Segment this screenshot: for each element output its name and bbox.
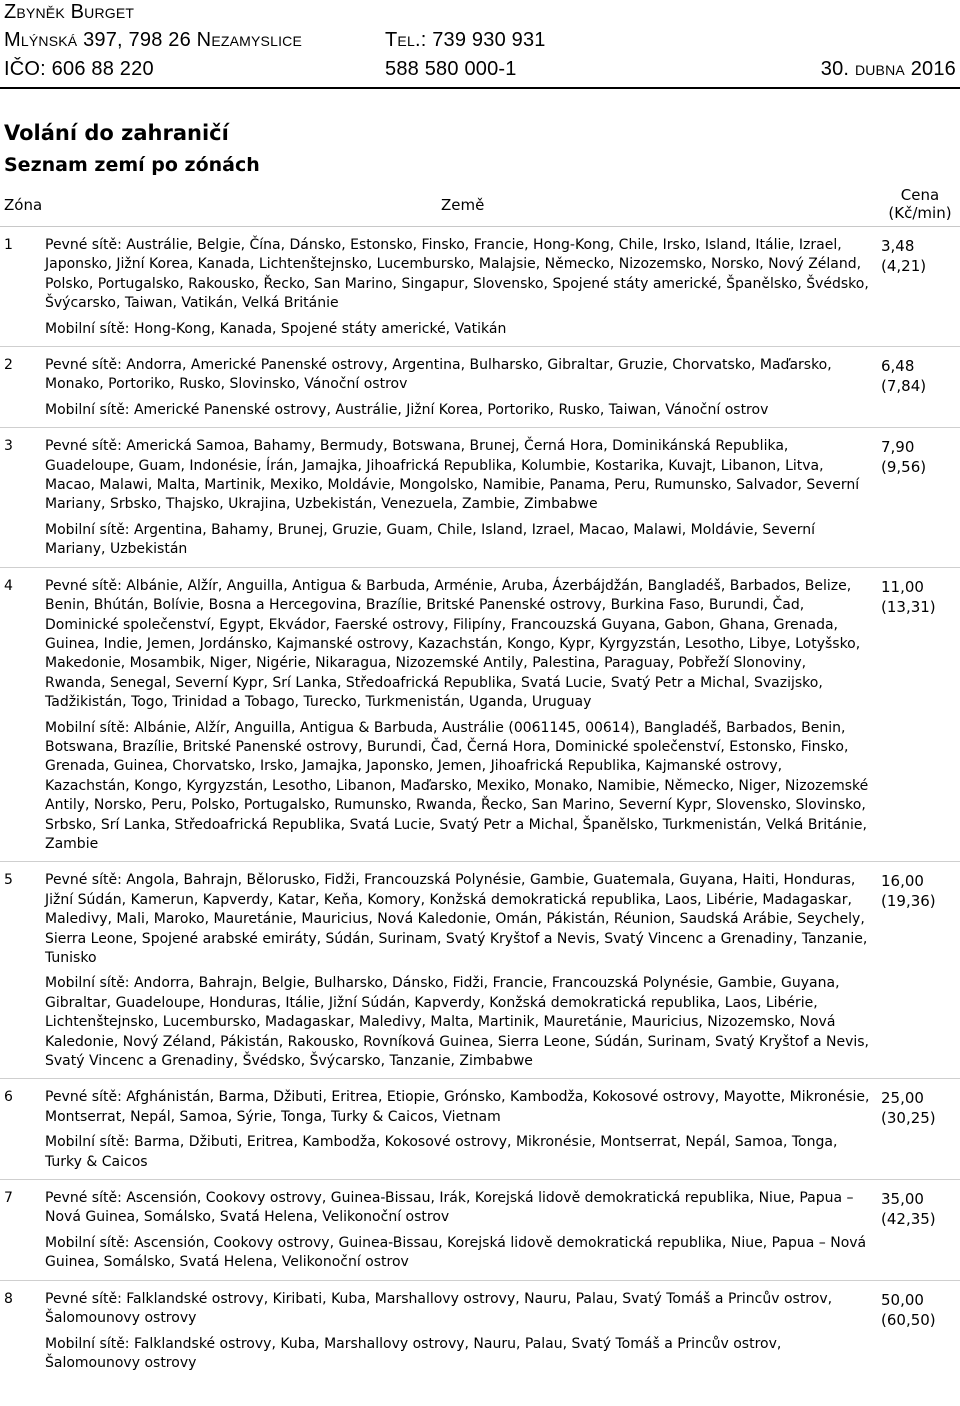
zone-countries <box>45 577 870 855</box>
zone-table <box>0 236 960 1373</box>
letterhead-date: 30. dubna 2016 <box>820 58 956 80</box>
zone-separator <box>0 1078 960 1079</box>
zone-price-value: 35,00 <box>881 1190 924 1209</box>
zone-price <box>881 1088 959 1128</box>
zone-price-value: 6,48 <box>881 357 915 376</box>
zone-price <box>881 437 959 477</box>
zone-row <box>0 1088 960 1172</box>
zone-countries <box>45 1088 870 1172</box>
column-header-zone: Zóna <box>4 196 43 214</box>
zone-price-vat: (7,84) <box>881 377 927 396</box>
letterhead-phone: Tel.: 739 930 931 <box>385 29 546 51</box>
zone-price-vat: (4,21) <box>881 257 927 275</box>
letterhead-ico: IČO: 606 88 220 <box>4 58 154 80</box>
zone-number: 3 <box>4 438 13 455</box>
zone-separator <box>0 1280 960 1281</box>
zone-countries <box>45 1290 870 1374</box>
zone-price-vat: (30,25) <box>881 1109 936 1128</box>
zone-row <box>0 1290 960 1374</box>
zone-countries <box>45 437 870 559</box>
zone-price-vat: (42,35) <box>881 1210 936 1229</box>
zone-number: 2 <box>4 357 13 374</box>
zone-mobile-networks: Mobilní sítě: Hong-Kong, Kanada, Spojené státy americké, Vatikán <box>45 320 507 337</box>
zone-separator <box>0 1179 960 1180</box>
zone-price-vat: (60,50) <box>881 1310 936 1329</box>
zone-price <box>881 1189 959 1229</box>
zone-price <box>881 577 959 617</box>
zone-row <box>0 1189 960 1273</box>
zone-price-value: 50,00 <box>881 1290 924 1309</box>
zone-price-vat: (19,36) <box>881 892 936 911</box>
zone-fixed-networks: Pevné sítě: Afghánistán, Barma, Džibuti, Eritrea, Etiopie, Grónsko, Kambodža, Kokosové ostrovy, Mayotte, Mikronésie, Montserrat, Nepál, Samoa, Sýrie, Tonga, Turky & Caicos, Vietnam <box>45 1089 870 1125</box>
zone-number: 5 <box>4 872 13 889</box>
zone-mobile-networks: Mobilní sítě: Andorra, Bahrajn, Belgie, Bulharsko, Dánsko, Fidži, Francie, Francouzská Polynésie, Gambie, Guyana, Gibraltar, Guadeloupe, Honduras, Itálie, Jižní Súdán, Kapverdy, Konžská demokratická republika, Laos, Libérie, Lichtenštejnsko, Lucembursko, Madagaskar, Maledivy, Malta, Martinik, Mauretánie, Mauricius, Nizozemsko, Nová Kaledonie, Nový Zéland, Pákistán, Rakousko, Rovníková Guinea, Sierra Leone, Súdán, Surinam, Svatý Kryštof a Nevis, Svatý Vincenc a Grenadiny, Švédsko, Švýcarsko, Tanzanie, Zimbabwe <box>45 975 870 1070</box>
zone-fixed-networks: Pevné sítě: Falklandské ostrovy, Kiribati, Kuba, Marshallovy ostrovy, Nauru, Palau, Svatý Tomáš a Princův ostrov, Šalomounovy ostrovy <box>45 1290 833 1327</box>
zone-price-value: 25,00 <box>881 1089 924 1108</box>
zone-fixed-networks: Pevné sítě: Albánie, Alžír, Anguilla, Antigua & Barbuda, Arménie, Aruba, Ázerbájdžán, Bangladéš, Barbados, Belize, Benin, Bhútán, Bolívie, Bosna a Hercegovina, Brazílie, Britské Panenské ostrovy, Burkina Faso, Burundi, Čad, Dominické společenství, Egypt, Ekvádor, Faerské ostrovy, Filipíny, Francouzská Guyana, Gabon, Ghana, Grenada, Guinea, Indie, Jemen, Jordánsko, Kajmanské ostrovy, Kazachstán, Kongo, Kypr, Kyrgyzstán, Lesotho, Libye, Lotyšsko, Makedonie, Mosambik, Niger, Nigérie, Nikaragua, Nizozemské Antily, Palestina, Paraguay, Pobřeží Slonoviny, Rwanda, Senegal, Severní Kypr, Srí Lanka, Středoafrická Republika, Svatá Lucie, Svatý Petr a Michal, Svazijsko, Tadžikistán, Togo, Trinidad a Tobago, Turecko, Turkmenistán, Uganda, Uruguay <box>45 577 861 711</box>
page-title: Volání do zahraničí <box>4 121 229 145</box>
zone-row <box>0 871 960 1071</box>
zone-countries <box>45 1189 870 1273</box>
zone-row <box>0 356 960 420</box>
zone-row <box>0 577 960 855</box>
letterhead-account: 588 580 000-1 <box>385 58 517 80</box>
zone-mobile-networks: Mobilní sítě: Americké Panenské ostrovy, Austrálie, Jižní Korea, Portoriko, Rusko, Taiwan, Vánoční ostrov <box>45 401 769 418</box>
zone-countries <box>45 871 870 1071</box>
letterhead <box>0 0 960 92</box>
zone-number: 7 <box>4 1190 13 1207</box>
zone-separator <box>0 346 960 347</box>
zone-price-value: 3,48 <box>881 237 915 255</box>
page-subtitle: Seznam zemí po zónách <box>4 154 260 176</box>
zone-price <box>881 871 959 911</box>
zone-row <box>0 236 960 339</box>
zone-mobile-networks: Mobilní sítě: Barma, Džibuti, Eritrea, Kambodža, Kokosové ostrovy, Mikronésie, Montserrat, Nepál, Samoa, Tonga, Turky & Caicos <box>45 1134 838 1170</box>
zone-price-value: 7,90 <box>881 438 915 457</box>
column-header-countries: Země <box>441 196 485 214</box>
zone-number: 8 <box>4 1290 13 1307</box>
zone-separator <box>0 861 960 862</box>
zone-number: 6 <box>4 1089 13 1106</box>
zone-countries <box>45 356 870 420</box>
column-header-price <box>882 186 958 222</box>
letterhead-rule <box>0 87 960 89</box>
zone-mobile-networks: Mobilní sítě: Albánie, Alžír, Anguilla, Antigua & Barbuda, Austrálie (0061145, 00614), Bangladéš, Barbados, Benin, Botswana, Brazílie, Britské Panenské ostrovy, Burundi, Čad, Černá Hora, Dominické společenství, Estonsko, Finsko, Grenada, Guinea, Chorvatsko, Irsko, Jamajka, Japonsko, Jemen, Jihoafrická Republika, Kajmanské ostrovy, Kazachstán, Kongo, Kyrgyzstán, Lesotho, Libanon, Maďarsko, Mexiko, Monako, Namibie, Německo, Niger, Nizozemské Antily, Norsko, Peru, Polsko, Portugalsko, Rumunsko, Rwanda, Řecko, San Marino, Severní Kypr, Slovensko, Slovinsko, Srbsko, Srí Lanka, Středoafrická Republika, Svatá Lucie, Svatý Petr a Michal, Španělsko, Turkmenistán, Velká Británie, Zambie <box>45 719 869 852</box>
letterhead-name: Zbyněk Burget <box>4 1 135 23</box>
column-header-price-line2: (Kč/min) <box>888 204 952 222</box>
zone-countries <box>45 236 870 339</box>
zone-mobile-networks: Mobilní sítě: Argentina, Bahamy, Brunej, Gruzie, Guam, Chile, Island, Izrael, Macao, Malawi, Moldávie, Severní Mariany, Uzbekistán <box>45 521 816 558</box>
zone-price-value: 16,00 <box>881 872 924 891</box>
zone-fixed-networks: Pevné sítě: Angola, Bahrajn, Bělorusko, Fidži, Francouzská Polynésie, Gambie, Guatemala, Guyana, Haiti, Honduras, Jižní Súdán, Kamerun, Kapverdy, Katar, Keňa, Komory, Konžská demokratická republika, Laos, Libérie, Madagaskar, Maledivy, Mali, Maroko, Mauretánie, Mauricius, Nová Kaledonie, Omán, Pákistán, Réunion, Saudská Arábie, Seychely, Sierra Leone, Spojené arabské emiráty, Súdán, Surinam, Svatý Kryštof a Nevis, Svatý Vincenc a Grenadiny, Tanzanie, Tunisko <box>45 872 868 966</box>
zone-mobile-networks: Mobilní sítě: Ascensión, Cookovy ostrovy, Guinea-Bissau, Korejská lidově demokratická republika, Niue, Papua – Nová Guinea, Somálsko, Svatá Helena, Velikonoční ostrov <box>45 1234 867 1271</box>
zone-price-vat: (9,56) <box>881 458 927 477</box>
zone-fixed-networks: Pevné sítě: Andorra, Americké Panenské ostrovy, Argentina, Bulharsko, Gibraltar, Gruzie, Chorvatsko, Maďarsko, Monako, Portoriko, Rusko, Slovinsko, Vánoční ostrov <box>45 357 832 393</box>
zone-price-vat: (13,31) <box>881 597 936 616</box>
header-rule <box>0 226 960 227</box>
zone-fixed-networks: Pevné sítě: Ascensión, Cookovy ostrovy, Guinea-Bissau, Irák, Korejská lidově demokratická republika, Niue, Papua – Nová Guinea, Somálsko, Svatá Helena, Velikonoční ostrov <box>45 1190 854 1226</box>
zone-price-value: 11,00 <box>881 577 924 596</box>
zone-price <box>881 356 959 396</box>
zone-mobile-networks: Mobilní sítě: Falklandské ostrovy, Kuba, Marshallovy ostrovy, Nauru, Palau, Svatý Tomáš a Princův ostrov, Šalomounovy ostrovy <box>45 1335 782 1371</box>
zone-separator <box>0 567 960 568</box>
zone-price <box>881 1290 959 1330</box>
zone-separator <box>0 427 960 428</box>
zone-price <box>881 236 959 276</box>
zone-row <box>0 437 960 559</box>
zone-fixed-networks: Pevné sítě: Americká Samoa, Bahamy, Bermudy, Botswana, Brunej, Černá Hora, Dominikánská Republika, Guadeloupe, Guam, Indonésie, Írán, Jamajka, Jihoafrická Republika, Kolumbie, Kostarika, Kuvajt, Libanon, Litva, Macao, Malawi, Malta, Martinik, Mexiko, Moldávie, Mongolsko, Namibie, Panama, Peru, Rumunsko, Salvador, Severní Mariany, Srbsko, Thajsko, Ukrajina, Uzbekistán, Venezuela, Zambie, Zimbabwe <box>45 438 860 513</box>
column-header-price-line1: Cena <box>900 186 940 204</box>
zone-fixed-networks: Pevné sítě: Austrálie, Belgie, Čína, Dánsko, Estonsko, Finsko, Francie, Hong-Kong, Chile, Irsko, Island, Itálie, Izrael, Japonsko, Jižní Korea, Kanada, Lichtenštejnsko, Lucembursko, Malajsie, Německo, Nizozemsko, Norsko, Nový Zéland, Polsko, Portugalsko, Rakousko, Řecko, San Marino, Singapur, Slovensko, Spojené státy americké, Španělsko, Švédsko, Švýcarsko, Taiwan, Vatikán, Velká Británie <box>45 237 869 312</box>
zone-number: 1 <box>4 237 13 253</box>
letterhead-address: Mlýnská 397, 798 26 Nezamyslice <box>4 29 303 51</box>
zone-number: 4 <box>4 577 13 594</box>
